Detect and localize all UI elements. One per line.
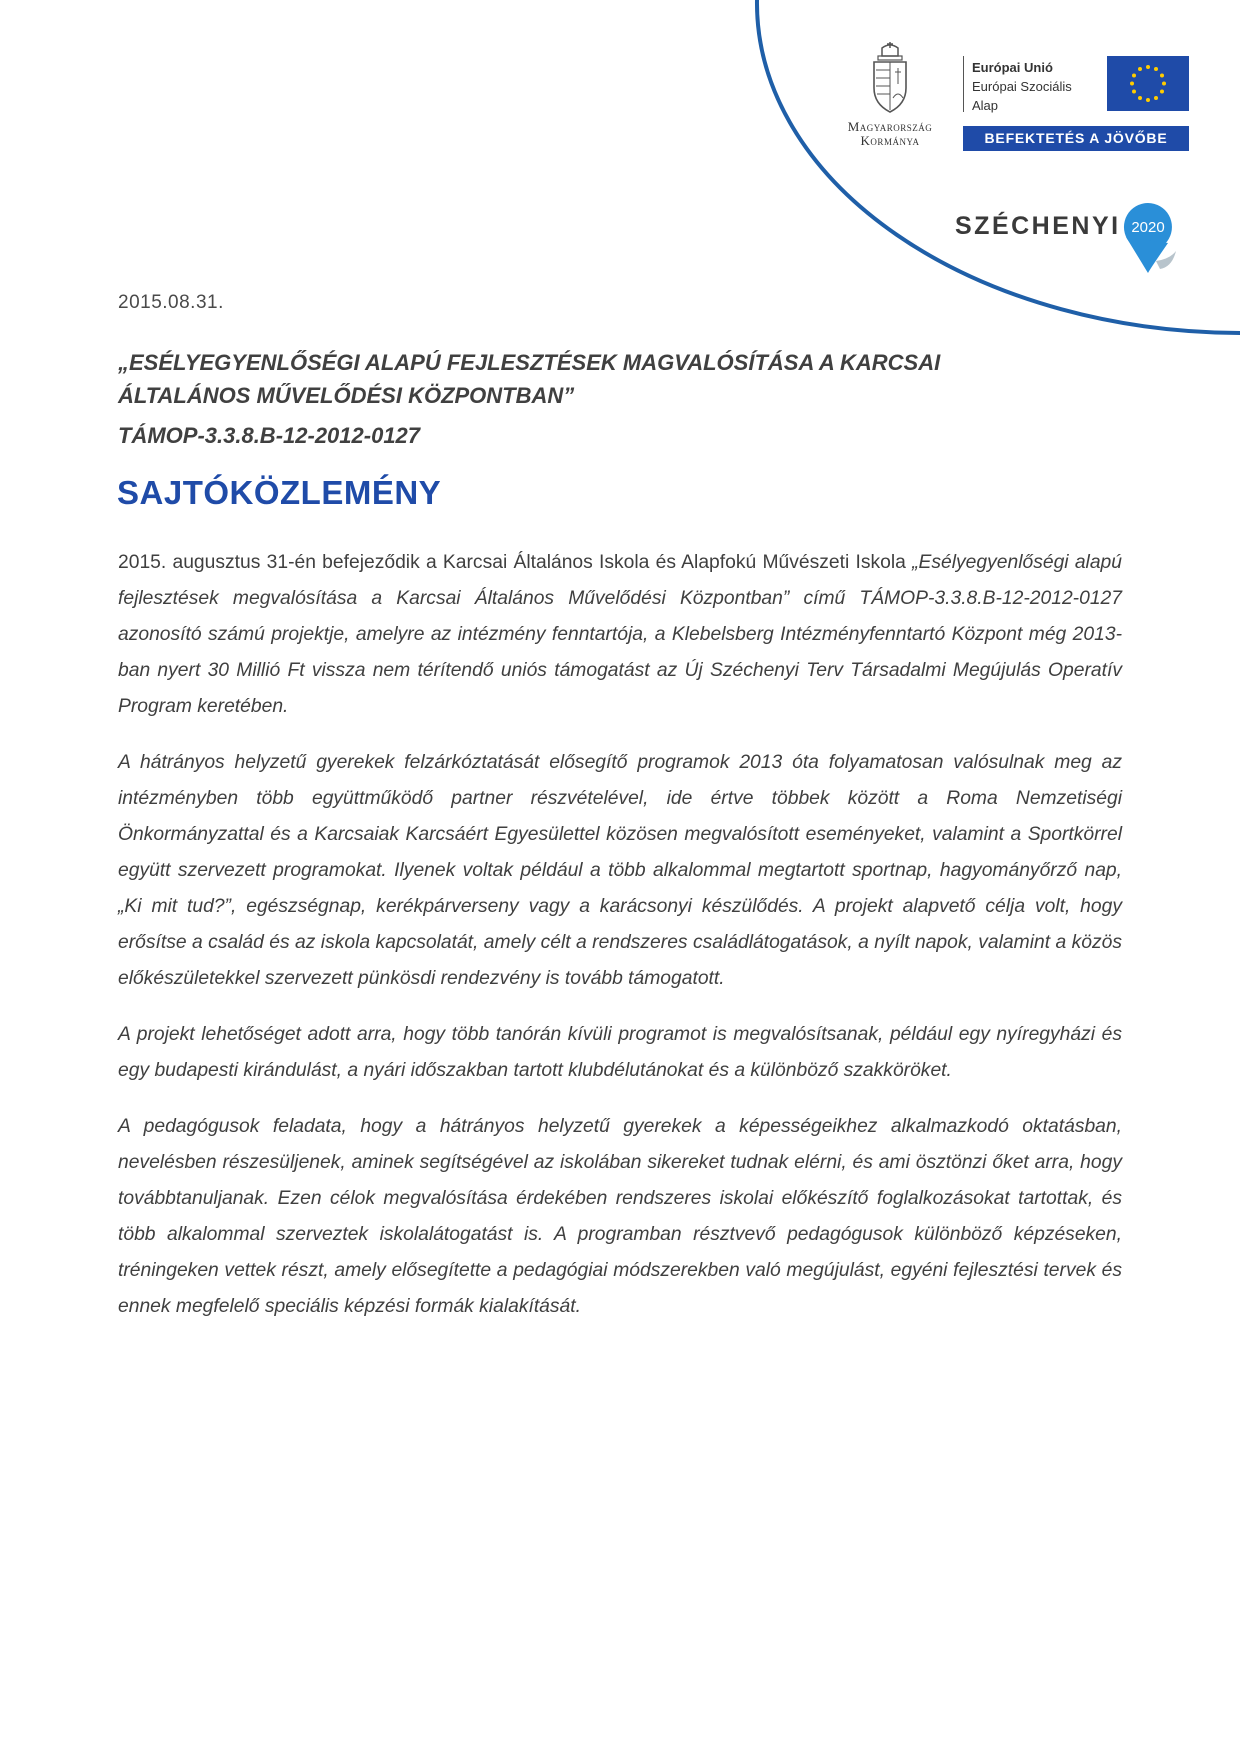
- paragraph-3: A projekt lehetőséget adott arra, hogy több tanórán kívüli programot is megvalósítsanak, például egy nyíregyházi és egy budapesti kirándulást, a nyári időszakban tartott klubdélutánokat és a különböző szakköröket.: [118, 1024, 1122, 1081]
- gov-name-line2: Kormánya: [860, 133, 920, 148]
- document-title: [118, 346, 1018, 412]
- eu-line2: Európai Szociális: [972, 79, 1072, 94]
- invest-future-banner: BEFEKTETÉS A JÖVŐBE: [963, 126, 1189, 151]
- title-line1: „ESÉLYEGYENLŐSÉGI ALAPÚ FEJLESZTÉSEK MAGVALÓSÍTÁSA A KARCSAI: [118, 350, 941, 375]
- eu-fund-label: [972, 58, 1072, 115]
- gov-name-line1: Magyarország: [847, 119, 933, 134]
- paragraph-2: A hátrányos helyzetű gyerekek felzárkóztatását elősegítő programok 2013 óta folyamatosan valósulnak meg az intézményben több együttműködő partner részvételével, ide értve többek között a Roma Nemzetiségi Önkormányzattal és a Karcsaiak Karcsáért Egyesülettel közösen megvalósított eseményeket, valamint a Sportkörrel együtt szervezett programokat. Ilyenek voltak például a több alkalommal megtartott sportnap, hagyományőrző nap, „Ki mit tud?”, egészségnap, kerékpárverseny vagy a karácsonyi készülődés. A projekt alapvető célja volt, hogy erősítse a család és az iskola kapcsolatát, amely célt a rendszeres családlátogatások, a nyílt napok, valamint a közös előkészületekkel szervezett pünkösdi rendezvény is tovább támogatott.: [118, 752, 1122, 989]
- eu-flag-icon: [1107, 56, 1189, 111]
- logo-divider: [963, 56, 964, 112]
- paragraph-1-lead: 2015. augusztus 31-én befejeződik a Karcsai Általános Iskola és Alapfokú Művészeti Iskola: [118, 552, 913, 573]
- coat-of-arms-icon: [868, 42, 912, 114]
- decorative-arc: [0, 0, 1240, 340]
- eu-line3: Alap: [972, 98, 999, 113]
- szechenyi-label: SZÉCHENYI: [955, 212, 1121, 240]
- paragraph-4: A pedagógusok feladata, hogy a hátrányos helyzetű gyerekek a képességeikhez alkalmazkodó oktatásban, nevelésben részesüljenek, aminek segítségével az iskolában sikereket tudnak elérni, és ami ösztönzi őket arra, hogy továbbtanuljanak. Ezen célok megvalósítása érdekében rendszeres iskolai előkészítő foglalkozásokat tartottak, és több alkalommal szerveztek iskolalátogatást is. A programban résztvevő pedagógusok különböző képzéseken, tréningeken vettek részt, amely elősegítette a pedagógiai módszerekben való megújulást, egyéni fejlesztési tervek és ennek megfelelő speciális képzési formák kialakítását.: [118, 1116, 1122, 1317]
- paragraph-1-rest: „Esélyegyenlőségi alapú fejlesztések megvalósítása a Karcsai Általános Művelődési Központban” című TÁMOP-3.3.8.B-12-2012-0127 azonosító számú projektje, amelyre az intézmény fenntartója, a Klebelsberg Intézményfenntartó Központ még 2013-ban nyert 30 Millió Ft vissza nem térítendő uniós támogatást az Új Széchenyi Terv Társadalmi Megújulás Operatív Program keretében.: [118, 552, 1122, 717]
- press-release-heading: SAJTÓKÖZLEMÉNY: [117, 474, 442, 511]
- document-date: 2015.08.31.: [118, 292, 224, 313]
- government-logo: [830, 42, 950, 148]
- project-code: TÁMOP-3.3.8.B-12-2012-0127: [118, 423, 421, 448]
- paragraph-1: [118, 545, 1122, 725]
- szechenyi-year: 2020: [1131, 219, 1165, 236]
- eu-line1: Európai Unió: [972, 60, 1053, 75]
- title-line2: ÁLTALÁNOS MŰVELŐDÉSI KÖZPONTBAN”: [118, 383, 575, 408]
- press-release-body: [118, 545, 1122, 1345]
